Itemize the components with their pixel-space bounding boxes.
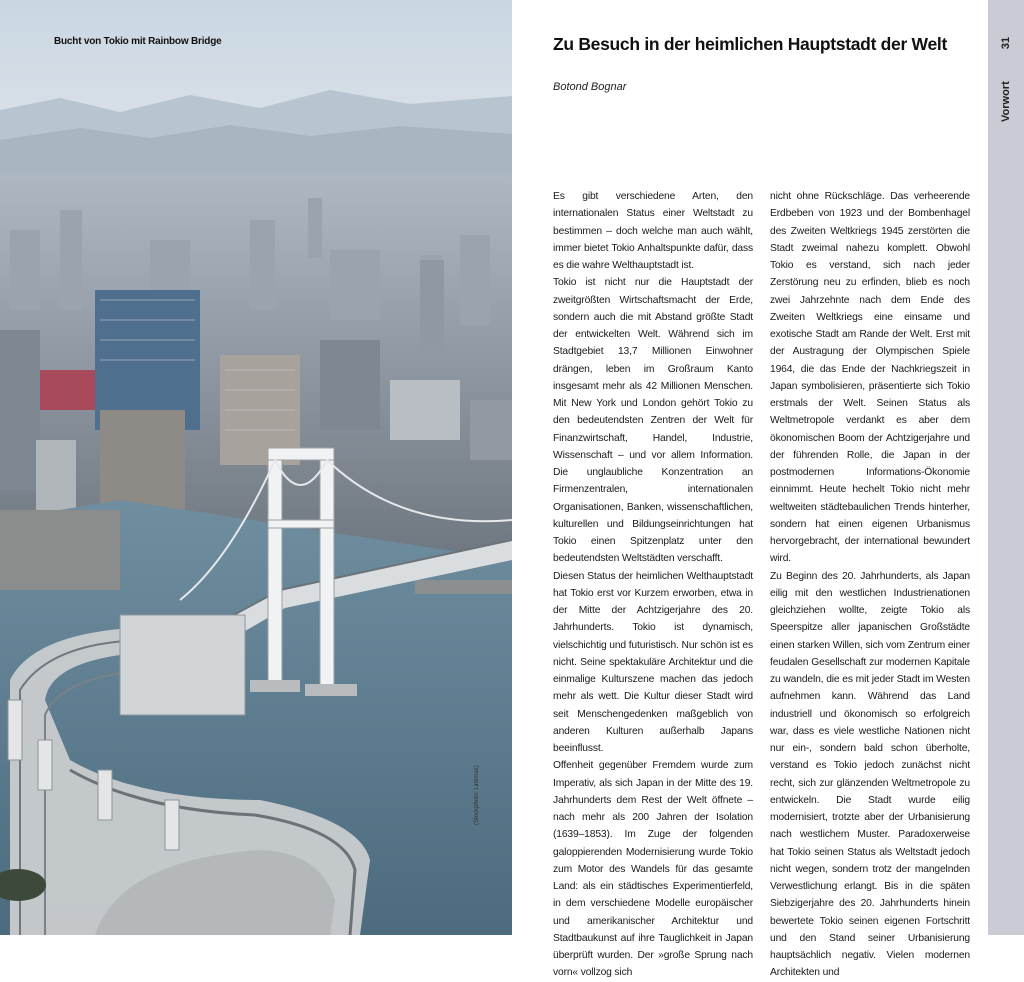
article-title: Zu Besuch in der heimlichen Hauptstadt der Welt	[553, 34, 947, 54]
photo-credit: (Stockphoto: Linkmax)	[474, 765, 480, 825]
page-number: 31	[1000, 36, 1012, 50]
paragraph: nicht ohne Rückschläge. Das verheerende Erdbeben von 1923 und der Bombenhagel des Zweiten Weltkriegs 1945 zerstörten die Stadt zweimal nahezu komplett. Obwohl Tokio es verstand, sich nach jeder Zerstörung neu zu erfinden, blieb es noch zwei Jahrzehnte nach dem Ende des Zweiten Weltkriegs eine einsame und exotische Stadt am Rande der Welt. Erst mit der Austragung der Olympischen Spiele 1964, die das Ende der Nachkriegszeit in Japan symbolisieren, präsentierte sich Tokio erstmals der Welt. Seinen Status als Weltmetropole verdankt es aber dem ökonomischen Boom der Achtzigerjahre und der führenden Rolle, die Japan in der postmodernen Informations-Ökonomie einnimmt. Heute hechelt Tokio nicht mehr weltweiten städtebaulichen Trends hinterher, sondern hat einen eigenen Urbanismus hervorgebracht, der international bewundert wird.	[770, 191, 970, 565]
rainbow-bridge-illustration	[0, 0, 512, 935]
cityscape-photo	[0, 0, 512, 935]
article-page	[512, 0, 988, 979]
side-tab	[988, 0, 1024, 935]
paragraph: Zu Beginn des 20. Jahrhunderts, als Japan eilig mit den westlichen Industrienationen gleichziehen wollte, zeigte Tokio als Speerspitze aller japanischen Großstädte einen starken Willen, sich vom Zentrum einer feudalen Gesellschaft zur modernen Kapitale zu wandeln, die es mit jeder Stadt im Westen aufnehmen kann. Während das Land industriell und ökonomisch so erfolgreich war, dass es viele westliche Nationen nicht nur ein-, sondern bald schon überholte, verstand es Tokio jedoch zunächst nicht recht, sich zur glänzenden Weltmetropole zu entwickeln. Die Stadt wurde eilig modernisiert, trotzte aber der Urbanisierung nach westlichem Muster. Paradoxerweise hat Tokio seinen Status als Weltstadt jedoch nicht wegen, sondern trotz der mangelnden Verwestlichung erlangt. Bis in die späten Siebzigerjahre des 20. Jahrhunderts hinein bewertete Tokio seinen eigenen Fortschritt und den Stand seiner Urbanisierung hauptsächlich negativ. Vielen modernen Architekten und	[770, 570, 970, 979]
paragraph: Es gibt verschiedene Arten, den internationalen Status einer Weltstadt zu bestimmen – doch welche man auch wählt, immer bietet Tokio Anhaltspunkte dafür, dass es die wahre Welthauptstadt ist.	[553, 191, 753, 271]
paragraph: Tokio ist nicht nur die Hauptstadt der zweitgrößten Wirtschaftsmacht der Erde, sondern auch die mit Abstand größte Stadt der entwickelten Welt. Während sich im Stadtgebiet 13,7 Millionen Einwohner drängen, leben im Großraum Kanto insgesamt mehr als 42 Millionen Menschen. Mit New York und London gehört Tokio zu den bedeutendsten Zentren der Welt für Finanzwirtschaft, Handel, Industrie, Wissenschaft – und vor allem Information. Die unglaubliche Konzentration an Firmenzentralen, internationalen Organisationen, Banken, wissenschaftlichen, kulturellen und Bildungseinrichtungen hat Tokio einen Spitzenplatz unter den bedeutendsten Weltstädten verschafft.	[553, 277, 753, 565]
article-author: Botond Bognar	[553, 81, 627, 93]
text-column-left	[553, 188, 753, 982]
photo-caption: Bucht von Tokio mit Rainbow Bridge	[54, 36, 222, 47]
section-label: Vorwort	[1000, 81, 1012, 122]
paragraph: Offenheit gegenüber Fremdem wurde zum Imperativ, als sich Japan in der Mitte des 19. Jahrhunderts dem Rest der Welt öffnete – nach mehr als 200 Jahren der Isolation (1639–1853). Im Zuge der folgenden galoppierenden Modernisierung wurde Tokio zum Motor des Wandels für das gesamte Land: als ein städtisches Experimentierfeld, in dem verschiedene Modelle europäischer und amerikanischer Architektur und Stadtbaukunst auf ihre Tauglichkeit in Japan überprüft wurden. Der »große Sprung nach vorn« vollzog sich	[553, 760, 753, 979]
paragraph: Diesen Status der heimlichen Welthauptstadt hat Tokio erst vor Kurzem erworben, etwa in der Mitte der Achtzigerjahre des 20. Jahrhunderts. Tokio ist dynamisch, vielschichtig und futuristisch. Nur schön ist es nicht. Seine spektakuläre Architektur und die einmalige Kulturszene machen das jedoch mehr als wett. Die Kultur dieser Stadt wird seit Menschengedenken maßgeblich von anderen Kulturen außerhalb Japans beeinflusst.	[553, 570, 753, 754]
text-column-right	[770, 188, 970, 982]
